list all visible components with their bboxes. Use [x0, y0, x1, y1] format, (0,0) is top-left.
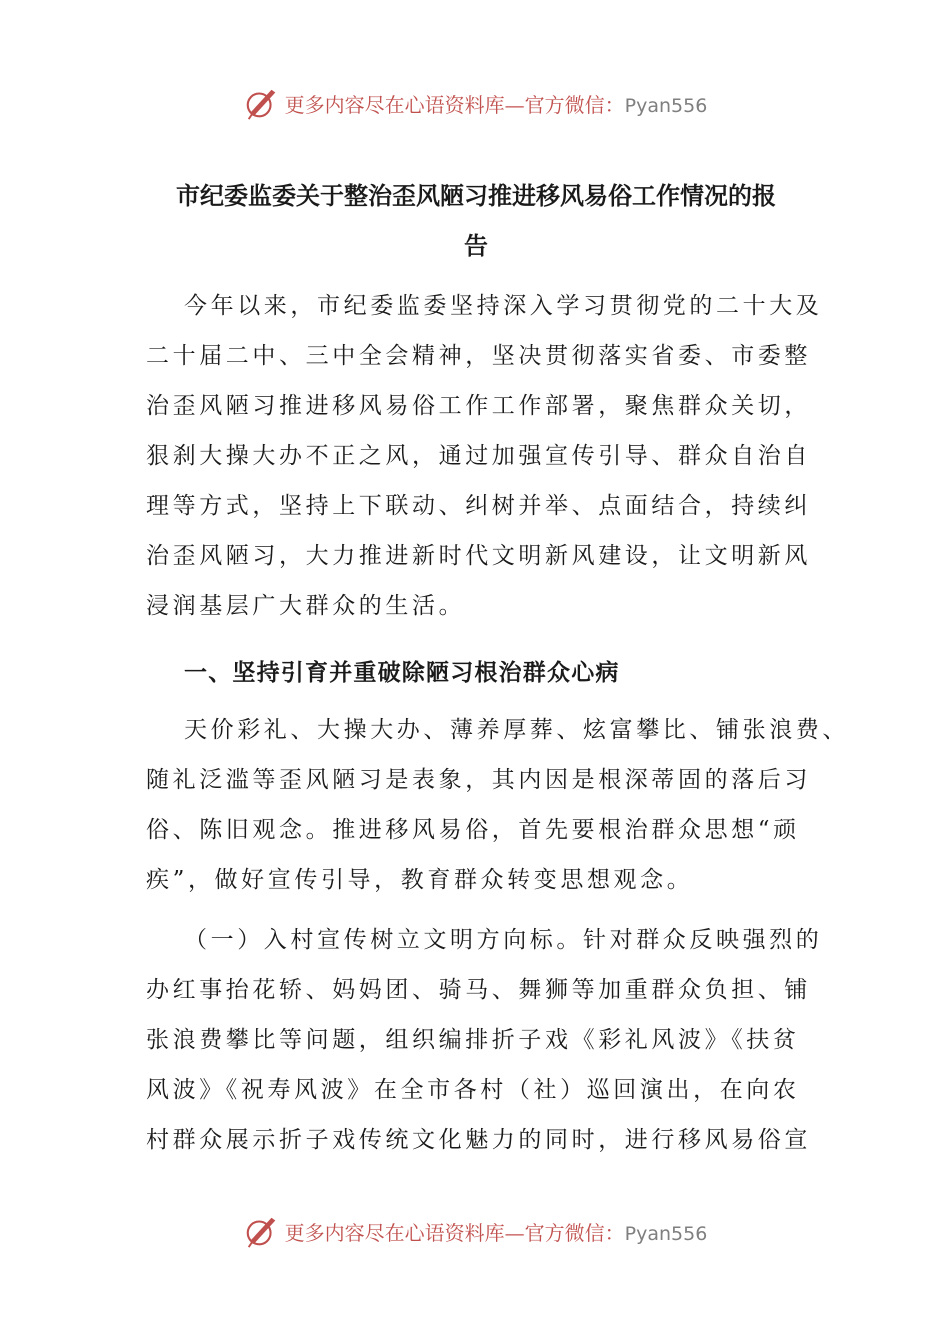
intro-line: 二十届二中、三中全会精神，坚决贯彻落实省委、市委整 — [146, 343, 811, 369]
section-heading: 一、坚持引育并重破除陋习根治群众心病 — [184, 660, 620, 686]
document-title-line-2: 告 — [464, 232, 488, 260]
quill-pen-icon — [243, 84, 281, 122]
subsection1-line: 村群众展示折子戏传统文化魅力的同时，进行移风易俗宣 — [146, 1127, 811, 1153]
intro-line: 浸润基层广大群众的生活。 — [146, 593, 466, 619]
document-title-line-1: 市纪委监委关于整治歪风陋习推进移风易俗工作情况的报 — [176, 182, 776, 210]
intro-line: 狠刹大操大办不正之风，通过加强宣传引导、群众自治自 — [146, 443, 811, 469]
subsection1-line: 办红事抬花轿、妈妈团、骑马、舞狮等加重群众负担、铺 — [146, 977, 811, 1003]
intro-line: 今年以来，市纪委监委坚持深入学习贯彻党的二十大及 — [184, 293, 823, 319]
watermark-text: 更多内容尽在心语资料库—官方微信：Pyan556 — [284, 1220, 708, 1245]
intro-line: 治歪风陋习推进移风易俗工作工作部署，聚焦群众关切， — [146, 393, 811, 419]
subsection1-line: 张浪费攀比等问题，组织编排折子戏《彩礼风波》《扶贫 — [146, 1027, 800, 1053]
subsection1-line: （一）入村宣传树立文明方向标。针对群众反映强烈的 — [184, 927, 823, 953]
intro-line: 理等方式，坚持上下联动、纠树并举、点面结合，持续纠 — [146, 493, 811, 519]
quill-pen-icon — [243, 1212, 281, 1250]
watermark-banner-top — [0, 78, 950, 128]
intro-line: 治歪风陋习，大力推进新时代文明新风建设，让文明新风 — [146, 543, 811, 569]
wechat-id: Pyan556 — [624, 94, 708, 117]
wechat-id: Pyan556 — [624, 1222, 708, 1245]
section1-line: 俗、陈旧观念。推进移风易俗，首先要根治群众思想“顽 — [146, 817, 800, 843]
section1-line: 疾”，做好宣传引导，教育群众转变思想观念。 — [146, 867, 694, 893]
section1-line: 随礼泛滥等歪风陋习是表象，其内因是根深蒂固的落后习 — [146, 767, 811, 793]
section1-line: 天价彩礼、大操大办、薄养厚葬、炫富攀比、铺张浪费、 — [184, 717, 849, 743]
watermark-banner-bottom — [0, 1206, 950, 1256]
watermark-text: 更多内容尽在心语资料库—官方微信：Pyan556 — [284, 92, 708, 117]
subsection1-line: 风波》《祝寿风波》在全市各村（社）巡回演出，在向农 — [146, 1077, 800, 1103]
